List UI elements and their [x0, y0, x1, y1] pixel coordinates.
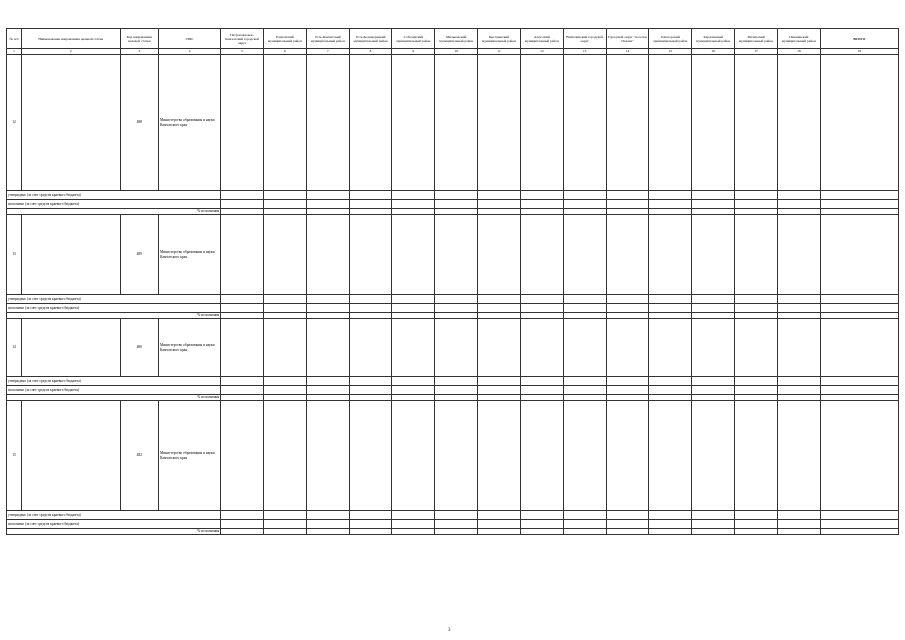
budget-report-sheet: [6, 28, 899, 535]
district-value: [392, 520, 435, 529]
empty-cell: [435, 319, 478, 377]
header-row: [7, 29, 899, 49]
empty-cell: [349, 401, 392, 511]
header-district: Соболевский муниципальный район: [392, 29, 435, 49]
district-value: [349, 200, 392, 209]
budget-row: [7, 386, 899, 395]
district-value: [606, 529, 649, 535]
section-name: [21, 401, 120, 511]
section-number: 14: [7, 319, 22, 377]
district-value: [435, 511, 478, 520]
district-value: [263, 520, 306, 529]
district-value: [221, 304, 264, 313]
district-value: [777, 386, 820, 395]
district-value: [606, 295, 649, 304]
district-value: [349, 529, 392, 535]
empty-cell: [435, 215, 478, 295]
row-label: % исполнения: [7, 209, 221, 215]
header-district: Петропавловск-Камчатский городской округ: [221, 29, 264, 49]
empty-cell: [306, 215, 349, 295]
district-value: [563, 529, 606, 535]
empty-cell: [563, 319, 606, 377]
empty-cell: [306, 55, 349, 191]
district-value: [520, 386, 563, 395]
column-number: 5: [221, 49, 264, 55]
column-number: 7: [306, 49, 349, 55]
district-value: [692, 520, 735, 529]
district-value: [692, 200, 735, 209]
row-label: исполнено (за счет средств краевого бюджета): [7, 200, 221, 209]
row-label: исполнено (за счет средств краевого бюджета): [7, 304, 221, 313]
budget-row: [7, 529, 899, 535]
row-total: [820, 520, 898, 529]
district-value: [563, 295, 606, 304]
empty-cell: [563, 55, 606, 191]
district-value: [478, 295, 521, 304]
row-total: [820, 386, 898, 395]
empty-cell: [692, 319, 735, 377]
district-value: [692, 386, 735, 395]
budget-row: [7, 200, 899, 209]
column-number: 9: [392, 49, 435, 55]
column-number: 8: [349, 49, 392, 55]
header-district: Мильковский муниципальный район: [435, 29, 478, 49]
district-value: [520, 529, 563, 535]
district-value: [735, 529, 778, 535]
header-district: Вилючинский городской округ: [563, 29, 606, 49]
empty-cell: [777, 55, 820, 191]
empty-cell: [263, 55, 306, 191]
district-value: [649, 304, 692, 313]
district-value: [478, 304, 521, 313]
district-value: [777, 529, 820, 535]
district-value: [735, 200, 778, 209]
header-district: Быстринский муниципальный район: [478, 29, 521, 49]
district-value: [606, 386, 649, 395]
empty-cell: [692, 401, 735, 511]
district-value: [649, 386, 692, 395]
section-name: [21, 215, 120, 295]
district-value: [349, 520, 392, 529]
empty-cell: [606, 401, 649, 511]
column-number: 19: [820, 49, 898, 55]
district-value: [435, 520, 478, 529]
empty-cell: [606, 319, 649, 377]
district-value: [435, 386, 478, 395]
district-value: [520, 304, 563, 313]
district-value: [221, 520, 264, 529]
district-value: [306, 377, 349, 386]
district-value: [349, 386, 392, 395]
district-value: [520, 511, 563, 520]
district-value: [478, 529, 521, 535]
district-value: [777, 520, 820, 529]
section-name: [21, 55, 120, 191]
district-value: [520, 191, 563, 200]
district-value: [692, 295, 735, 304]
district-value: [435, 377, 478, 386]
row-total: [820, 304, 898, 313]
district-value: [692, 529, 735, 535]
district-value: [563, 386, 606, 395]
column-number: 18: [777, 49, 820, 55]
district-value: [306, 295, 349, 304]
empty-cell: [263, 401, 306, 511]
header-district: Усть-Большерецкий муниципальный район: [349, 29, 392, 49]
district-value: [777, 511, 820, 520]
column-number: 10: [435, 49, 478, 55]
district-value: [735, 386, 778, 395]
district-value: [649, 520, 692, 529]
budget-row: [7, 511, 899, 520]
district-value: [263, 386, 306, 395]
district-value: [563, 511, 606, 520]
district-value: [349, 191, 392, 200]
district-value: [349, 304, 392, 313]
section-grbs: Министерство образования и науки Камчатского края: [159, 215, 221, 295]
district-value: [435, 200, 478, 209]
row-label: утверждено (за счет средств краевого бюджета): [7, 511, 221, 520]
row-total: [820, 511, 898, 520]
empty-cell: [478, 55, 521, 191]
district-value: [649, 511, 692, 520]
district-value: [435, 295, 478, 304]
district-value: [263, 304, 306, 313]
district-value: [478, 386, 521, 395]
empty-cell: [221, 401, 264, 511]
district-value: [306, 191, 349, 200]
district-value: [606, 200, 649, 209]
section-code: 480: [120, 319, 159, 377]
district-value: [263, 191, 306, 200]
empty-cell: [306, 319, 349, 377]
empty-cell: [478, 401, 521, 511]
column-number: 4: [159, 49, 221, 55]
section-grbs: Министерство образования и науки Камчатского края: [159, 55, 221, 191]
empty-cell: [392, 401, 435, 511]
empty-cell: [306, 401, 349, 511]
empty-cell: [735, 401, 778, 511]
district-value: [306, 304, 349, 313]
district-value: [606, 520, 649, 529]
district-value: [520, 520, 563, 529]
empty-cell: [435, 55, 478, 191]
district-value: [520, 200, 563, 209]
empty-cell: [649, 319, 692, 377]
district-value: [221, 377, 264, 386]
empty-cell: [649, 55, 692, 191]
district-value: [563, 304, 606, 313]
section-code: 488: [120, 55, 159, 191]
district-value: [392, 511, 435, 520]
district-value: [263, 529, 306, 535]
district-value: [349, 511, 392, 520]
empty-cell: [263, 319, 306, 377]
empty-cell: [435, 401, 478, 511]
district-value: [349, 295, 392, 304]
district-value: [649, 200, 692, 209]
empty-cell: [563, 215, 606, 295]
column-number: 6: [263, 49, 306, 55]
column-number: 17: [735, 49, 778, 55]
district-value: [478, 520, 521, 529]
section-code: 482: [120, 401, 159, 511]
empty-cell: [263, 215, 306, 295]
district-value: [563, 191, 606, 200]
district-value: [306, 511, 349, 520]
district-value: [221, 386, 264, 395]
row-label: исполнено (за счет средств краевого бюджета): [7, 386, 221, 395]
budget-row: [7, 377, 899, 386]
section-code: 489: [120, 215, 159, 295]
section-description-row: [7, 401, 899, 511]
empty-cell: [777, 401, 820, 511]
section-number: 15: [7, 401, 22, 511]
empty-cell: [563, 401, 606, 511]
empty-cell: [692, 55, 735, 191]
district-value: [606, 377, 649, 386]
district-value: [520, 295, 563, 304]
column-number: 2: [21, 49, 120, 55]
district-value: [777, 191, 820, 200]
column-number: 13: [563, 49, 606, 55]
district-value: [435, 529, 478, 535]
district-value: [392, 304, 435, 313]
header-total: ВСЕГО: [820, 29, 898, 49]
empty-cell: [349, 319, 392, 377]
empty-cell: [777, 319, 820, 377]
budget-row: [7, 295, 899, 304]
district-value: [221, 511, 264, 520]
district-value: [735, 304, 778, 313]
district-value: [263, 377, 306, 386]
district-value: [392, 200, 435, 209]
district-value: [306, 529, 349, 535]
section-name: [21, 319, 120, 377]
row-total: [820, 295, 898, 304]
row-total: [820, 200, 898, 209]
header-district: Елизовский муниципальный район: [263, 29, 306, 49]
column-number: 11: [478, 49, 521, 55]
section-number: 13: [7, 215, 22, 295]
header-district: Тигильский муниципальный район: [735, 29, 778, 49]
section-grbs: Министерство образования и науки Камчатского края: [159, 401, 221, 511]
row-label: % исполнения: [7, 529, 221, 535]
empty-cell: [392, 55, 435, 191]
empty-cell: [649, 401, 692, 511]
district-value: [392, 295, 435, 304]
district-value: [649, 529, 692, 535]
empty-cell: [478, 215, 521, 295]
section-description-row: [7, 55, 899, 191]
district-value: [435, 304, 478, 313]
empty-cell: [649, 215, 692, 295]
district-value: [735, 520, 778, 529]
empty-cell: [606, 215, 649, 295]
district-value: [478, 200, 521, 209]
row-label: % исполнения: [7, 313, 221, 319]
district-value: [692, 377, 735, 386]
header-grbs: ГРБС: [159, 29, 221, 49]
district-value: [649, 377, 692, 386]
header-district: Городской округ "поселок Палана": [606, 29, 649, 49]
district-value: [306, 200, 349, 209]
empty-cell: [349, 55, 392, 191]
empty-cell: [349, 215, 392, 295]
district-value: [349, 377, 392, 386]
district-value: [735, 191, 778, 200]
district-value: [735, 295, 778, 304]
district-value: [563, 377, 606, 386]
empty-cell: [820, 55, 898, 191]
empty-cell: [820, 401, 898, 511]
row-total: [820, 529, 898, 535]
district-value: [777, 295, 820, 304]
district-value: [563, 520, 606, 529]
empty-cell: [221, 55, 264, 191]
district-value: [606, 511, 649, 520]
district-value: [563, 200, 606, 209]
district-value: [692, 304, 735, 313]
empty-cell: [392, 319, 435, 377]
empty-cell: [221, 215, 264, 295]
empty-cell: [777, 215, 820, 295]
row-label: утверждено (за счет средств краевого бюджета): [7, 377, 221, 386]
district-value: [392, 191, 435, 200]
row-label: % исполнения: [7, 395, 221, 401]
empty-cell: [692, 215, 735, 295]
district-value: [221, 529, 264, 535]
empty-cell: [735, 55, 778, 191]
empty-cell: [520, 319, 563, 377]
district-value: [777, 304, 820, 313]
district-value: [478, 511, 521, 520]
empty-cell: [221, 319, 264, 377]
district-value: [649, 191, 692, 200]
header-district: Карагинский муниципальный район: [692, 29, 735, 49]
budget-row: [7, 304, 899, 313]
district-value: [692, 191, 735, 200]
district-value: [263, 511, 306, 520]
district-value: [221, 200, 264, 209]
empty-cell: [820, 215, 898, 295]
header-district: Пенжинский муниципальный район: [777, 29, 820, 49]
column-number: 15: [649, 49, 692, 55]
empty-cell: [735, 215, 778, 295]
district-value: [306, 386, 349, 395]
district-value: [392, 377, 435, 386]
district-value: [692, 511, 735, 520]
section-description-row: [7, 319, 899, 377]
empty-cell: [478, 319, 521, 377]
district-value: [649, 295, 692, 304]
column-number: 16: [692, 49, 735, 55]
header-name: Наименование направления целевой статьи: [21, 29, 120, 49]
district-value: [735, 511, 778, 520]
column-number: 12: [520, 49, 563, 55]
section-number: 12: [7, 55, 22, 191]
header-district: Усть-Камчатский муниципальный район: [306, 29, 349, 49]
budget-row: [7, 191, 899, 200]
empty-cell: [520, 215, 563, 295]
district-value: [306, 520, 349, 529]
budget-row: [7, 520, 899, 529]
empty-cell: [606, 55, 649, 191]
column-number: 14: [606, 49, 649, 55]
header-district: Алеутский муниципальный район: [520, 29, 563, 49]
district-value: [392, 386, 435, 395]
empty-cell: [520, 55, 563, 191]
header-code: Код направления целевой статьи: [120, 29, 159, 49]
row-label: утверждено (за счет средств краевого бюджета): [7, 295, 221, 304]
column-number: 3: [120, 49, 159, 55]
row-total: [820, 377, 898, 386]
district-value: [435, 191, 478, 200]
district-value: [221, 191, 264, 200]
empty-cell: [392, 215, 435, 295]
district-value: [520, 377, 563, 386]
row-label: утверждено (за счет средств краевого бюджета): [7, 191, 221, 200]
column-number: 1: [7, 49, 22, 55]
district-value: [735, 377, 778, 386]
district-value: [777, 377, 820, 386]
district-value: [392, 529, 435, 535]
district-value: [263, 200, 306, 209]
header-no: № п/п: [7, 29, 22, 49]
district-value: [478, 191, 521, 200]
empty-cell: [820, 319, 898, 377]
section-description-row: [7, 215, 899, 295]
district-value: [606, 304, 649, 313]
row-label: исполнено (за счет средств краевого бюджета): [7, 520, 221, 529]
budget-execution-table: [6, 28, 899, 535]
section-grbs: Министерство образования и науки Камчатского края: [159, 319, 221, 377]
empty-cell: [520, 401, 563, 511]
page-number: 3: [448, 628, 451, 633]
header-district: Олюторский муниципальный район: [649, 29, 692, 49]
district-value: [478, 377, 521, 386]
district-value: [777, 200, 820, 209]
district-value: [221, 295, 264, 304]
district-value: [263, 295, 306, 304]
district-value: [606, 191, 649, 200]
empty-cell: [735, 319, 778, 377]
row-total: [820, 191, 898, 200]
